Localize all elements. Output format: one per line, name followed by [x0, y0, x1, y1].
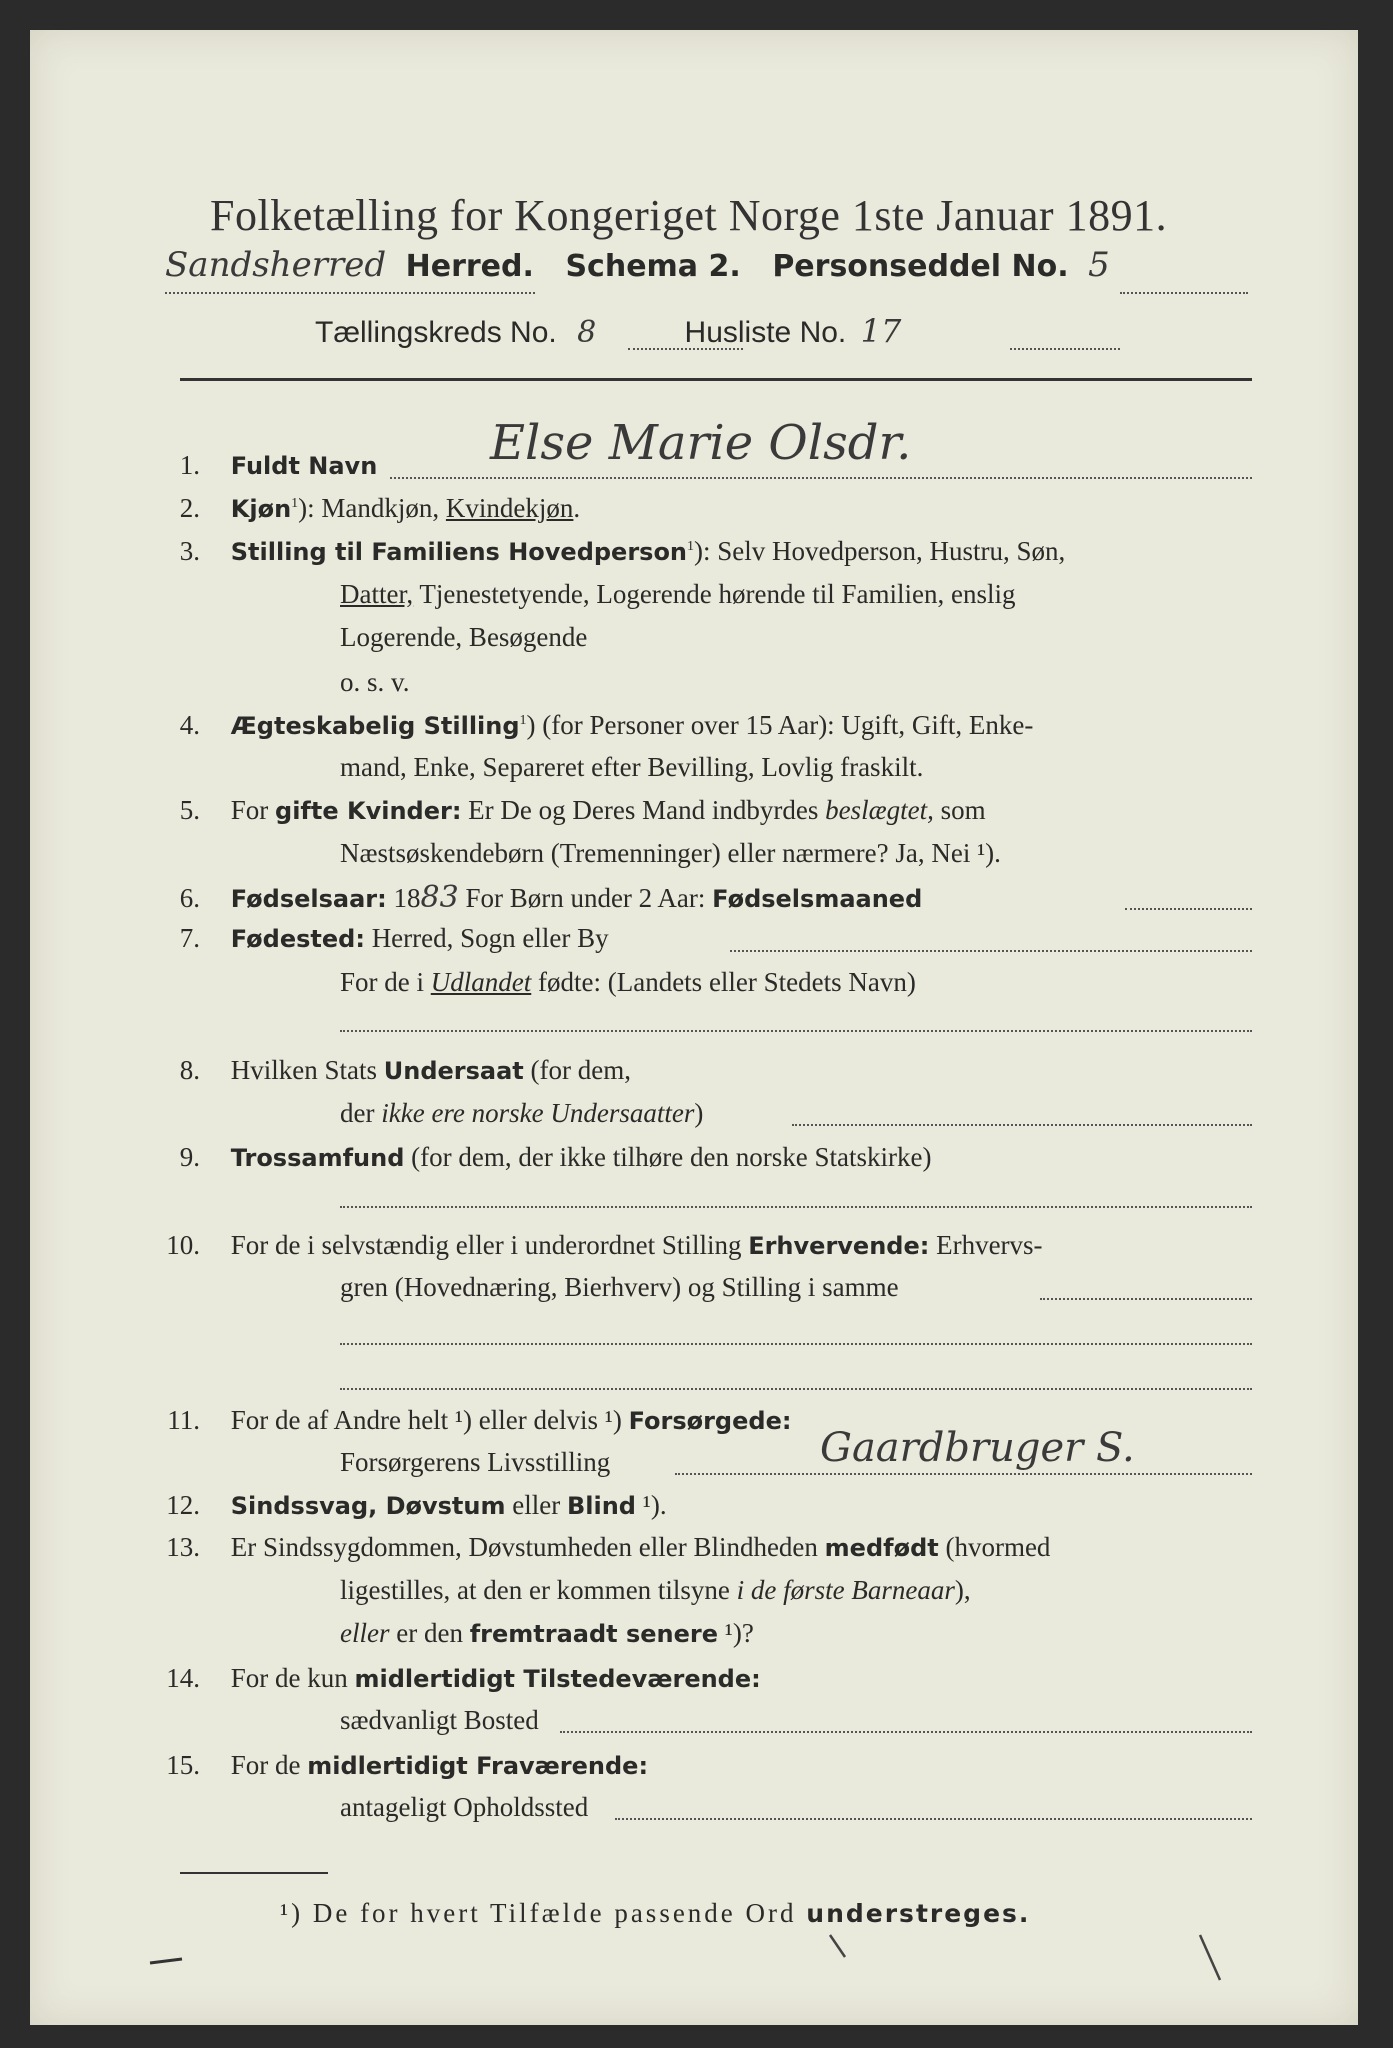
- item-label: Sindssvag, Døvstum: [230, 1492, 506, 1520]
- item-label: Ægteskabelig Stilling: [230, 712, 520, 740]
- husliste-value: 17: [860, 312, 902, 350]
- item-1: [150, 450, 377, 481]
- item-text: .: [573, 493, 581, 523]
- item-number: 2.: [179, 493, 200, 523]
- item-text: For: [230, 795, 276, 825]
- fodested-dotline: [730, 950, 1252, 952]
- item-text: i de første Barneaar: [736, 1575, 955, 1605]
- item-number: 15.: [166, 1750, 200, 1780]
- underlined-choice: Datter,: [340, 579, 414, 609]
- trossamfund-dotline: [340, 1206, 1252, 1208]
- footnote-ref: 1: [687, 539, 695, 554]
- item-11-line2: Forsørgerens Livsstilling: [340, 1447, 611, 1477]
- item-3-line3: Logerende, Besøgende: [340, 622, 588, 652]
- personseddel-dotline: [1120, 292, 1248, 294]
- item-14: [150, 1663, 761, 1694]
- forsorger-value: Gaardbruger S.: [820, 1425, 1135, 1471]
- item-13: [150, 1532, 1050, 1563]
- item-label: Fødselsmaaned: [712, 885, 923, 913]
- pen-marks: [140, 1925, 1250, 2005]
- item-3-line2: [340, 579, 1015, 610]
- kreds-row: [315, 312, 901, 350]
- herred-value: Sandsherred: [165, 245, 387, 285]
- husliste-label: Husliste No.: [684, 316, 847, 349]
- item-text: For de kun: [230, 1663, 355, 1693]
- item-text: (hvormed: [938, 1532, 1051, 1562]
- birth-year-value: 83: [420, 880, 459, 915]
- erhverv-dotline-2: [340, 1343, 1252, 1345]
- item-text: (for dem,: [523, 1055, 631, 1085]
- item-label: Fuldt Navn: [230, 452, 378, 480]
- udland-dotline: [340, 1030, 1252, 1032]
- item-9: [150, 1142, 931, 1173]
- item-15: [150, 1750, 648, 1781]
- item-text: eller: [340, 1618, 390, 1648]
- item-number: 4.: [179, 710, 200, 740]
- item-7: [150, 923, 609, 954]
- item-text: der: [340, 1098, 382, 1128]
- item-label: midlertidigt Tilstedeværende:: [354, 1665, 761, 1693]
- page-title: Folketælling for Kongeriget Norge 1ste Januar 1891.: [210, 191, 1168, 240]
- herred-dotline: [165, 292, 535, 294]
- item-text: Hvilken Stats: [230, 1055, 384, 1085]
- item-label: Undersaat: [383, 1057, 524, 1085]
- item-text: fødte: (Landets eller Stedets Navn): [531, 967, 916, 997]
- item-text: ): Selv Hovedperson, Hustru, Søn,: [694, 536, 1066, 566]
- kreds-dotline: [628, 348, 743, 350]
- item-text: Er De og Deres Mand indbyrdes: [461, 795, 826, 825]
- item-text: For de af Andre helt ¹) eller delvis ¹): [230, 1405, 629, 1435]
- item-2: [150, 493, 580, 524]
- item-text: For de i selvstændig eller i underordnet Stilling: [230, 1230, 749, 1260]
- header-rule: [180, 378, 1252, 381]
- item-number: 6.: [179, 883, 200, 913]
- item-number: 1.: [179, 450, 200, 480]
- kreds-value: 8: [577, 315, 597, 350]
- item-text: 18: [386, 883, 421, 913]
- item-3: [150, 536, 1065, 567]
- underlined-choice: Kvindekjøn: [445, 493, 574, 523]
- footnote-text: ¹) De for hvert Tilfælde passende Ord: [280, 1898, 807, 1928]
- item-number: 10.: [166, 1230, 200, 1260]
- item-text: ikke ere norske Undersaatter: [381, 1098, 695, 1128]
- item-label: medfødt: [824, 1534, 939, 1562]
- item-text: For Børn under 2 Aar:: [458, 883, 713, 913]
- erhverv-dotline-1: [1040, 1298, 1252, 1300]
- item-6: [150, 880, 922, 915]
- item-text: Tjenestetyende, Logerende hørende til Familien, enslig: [413, 579, 1016, 609]
- item-8-line2: [340, 1098, 703, 1129]
- undersaat-dotline: [792, 1124, 1252, 1126]
- item-12: [150, 1490, 667, 1521]
- herred-label: Herred.: [405, 249, 534, 284]
- personseddel-label: Personseddel No.: [772, 249, 1069, 284]
- item-text: eller: [505, 1490, 567, 1520]
- livsstilling-dotline: [675, 1473, 1252, 1475]
- erhverv-dotline-3: [340, 1388, 1252, 1390]
- footnote-ref: 1: [519, 713, 527, 728]
- item-text: ) (for Personer over 15 Aar): Ugift, Gift, Enke-: [526, 710, 1034, 740]
- item-15-line2: antageligt Opholdssted: [340, 1792, 589, 1822]
- item-text: beslægtet,: [825, 795, 934, 825]
- item-text: For de i: [340, 967, 431, 997]
- item-7-line2: [340, 967, 916, 998]
- item-number: 7.: [179, 923, 200, 953]
- item-text: ¹)?: [718, 1618, 754, 1648]
- item-text: Udlandet: [430, 967, 532, 997]
- item-5: [150, 795, 986, 826]
- opholdssted-dotline: [615, 1818, 1252, 1820]
- item-text: Er Sindssygdommen, Døvstumheden eller Blindheden: [230, 1532, 825, 1562]
- item-text: Erhvervs-: [929, 1230, 1043, 1260]
- footnote-bold: understreges.: [806, 1899, 1031, 1928]
- item-number: 8.: [179, 1055, 200, 1085]
- item-4: [150, 710, 1033, 741]
- item-label: Forsørgede:: [628, 1407, 792, 1435]
- item-number: 12.: [166, 1490, 200, 1520]
- item-number: 13.: [166, 1532, 200, 1562]
- item-5-line2: Næstsøskendebørn (Tremenninger) eller nærmere? Ja, Nei ¹).: [340, 838, 1001, 868]
- item-label: fremtraadt senere: [469, 1620, 719, 1648]
- item-label: Erhvervende:: [748, 1232, 930, 1260]
- item-number: 3.: [179, 536, 200, 566]
- item-text: ligestilles, at den er kommen tilsyne: [340, 1575, 737, 1605]
- item-text: Herred, Sogn eller By: [364, 923, 609, 953]
- item-number: 5.: [179, 795, 200, 825]
- item-text: er den: [389, 1618, 470, 1648]
- item-text: som: [933, 795, 986, 825]
- item-13-line2: [340, 1575, 971, 1606]
- schema-label: Schema 2.: [565, 249, 741, 284]
- item-label: Kjøn: [230, 495, 292, 523]
- item-14-line2: sædvanligt Bosted: [340, 1705, 539, 1735]
- item-label: midlertidigt Fraværende:: [307, 1752, 649, 1780]
- item-13-line3: [340, 1618, 754, 1649]
- item-label: Trossamfund: [230, 1144, 405, 1172]
- item-label: Blind: [566, 1492, 636, 1520]
- name-dotline: [390, 477, 1252, 479]
- item-number: 14.: [166, 1663, 200, 1693]
- bosted-dotline: [560, 1731, 1252, 1733]
- item-text: ),: [954, 1575, 971, 1605]
- census-form-page: [30, 30, 1358, 2025]
- item-text: ): [694, 1098, 704, 1128]
- herred-row: [165, 245, 1110, 285]
- kreds-label: Tællingskreds No.: [315, 316, 557, 349]
- footnote-ref: 1: [291, 496, 299, 511]
- item-text: For de: [230, 1750, 308, 1780]
- personseddel-value: 5: [1088, 245, 1110, 285]
- item-text: ¹).: [635, 1490, 667, 1520]
- item-10: [150, 1230, 1043, 1261]
- item-number: 9.: [179, 1142, 200, 1172]
- item-label: Fødested:: [230, 925, 365, 953]
- husliste-dotline: [1010, 348, 1120, 350]
- full-name-value: Else Marie Olsdr.: [490, 415, 912, 471]
- item-10-line2: gren (Hovednæring, Bierhverv) og Stilling i samme: [340, 1272, 899, 1302]
- item-3-line4: o. s. v.: [340, 667, 410, 697]
- item-11: [150, 1405, 791, 1436]
- item-text: ): Mandkjøn,: [298, 493, 446, 523]
- fodselsmaaned-dotline: [1125, 908, 1252, 910]
- item-8: [150, 1055, 631, 1086]
- item-label: gifte Kvinder:: [275, 797, 462, 825]
- item-4-line2: mand, Enke, Separeret efter Bevilling, Lovlig fraskilt.: [340, 752, 924, 782]
- footnote-rule: [180, 1872, 328, 1874]
- item-number: 11.: [167, 1405, 200, 1435]
- item-label: Fødselsaar:: [230, 885, 387, 913]
- item-text: (for dem, der ikke tilhøre den norske Statskirke): [404, 1142, 932, 1172]
- item-label: Stilling til Familiens Hovedperson: [230, 538, 688, 566]
